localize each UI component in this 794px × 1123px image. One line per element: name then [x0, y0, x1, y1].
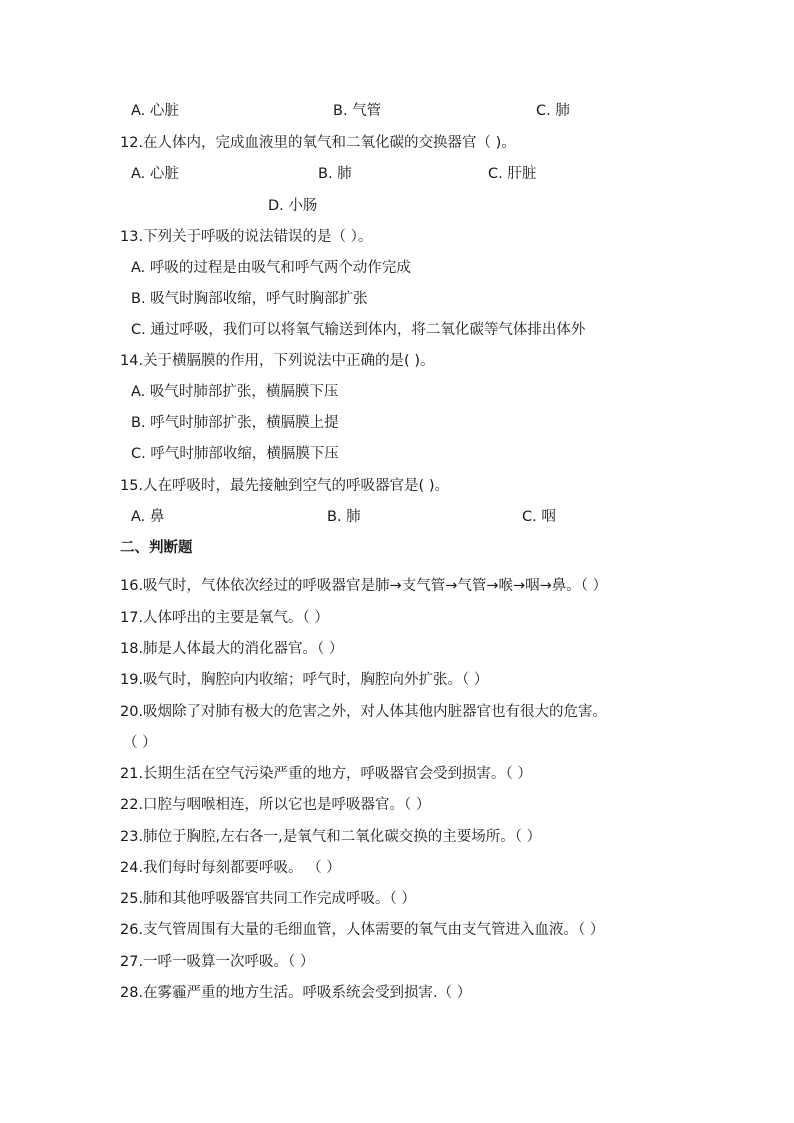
q13-option-a: A. 呼吸的过程是由吸气和呼气两个动作完成: [131, 260, 411, 276]
judgment-21: 21.长期生活在空气污染严重的地方，呼吸器官会受到损害。（ ）: [120, 766, 532, 782]
q14-option-b: B. 呼气时肺部扩张，横膈膜上提: [131, 415, 339, 431]
judgment-25: 25.肺和其他呼吸器官共同工作完成呼吸。（ ）: [120, 891, 416, 907]
q15-option-b: B. 肺: [327, 509, 361, 525]
q12-option-b: B. 肺: [318, 166, 352, 182]
q15-option-a: A. 鼻: [131, 509, 165, 525]
q15-option-c: C. 咽: [522, 509, 556, 525]
q11-option-c: C. 肺: [536, 103, 570, 119]
q12-option-a: A. 心脏: [131, 166, 179, 182]
judgment-28: 28.在雾霾严重的地方生活。呼吸系统会受到损害.（ ）: [120, 985, 472, 1001]
judgment-18: 18.肺是人体最大的消化器官。（ ）: [120, 641, 344, 657]
question-15-stem: 15.人在呼吸时，最先接触到空气的呼吸器官是( )。: [120, 478, 449, 494]
question-12-stem: 12.在人体内，完成血液里的氧气和二氧化碳的交换器官（ )。: [120, 135, 516, 151]
question-13-stem: 13.下列关于呼吸的说法错误的是（ ）。: [120, 229, 373, 245]
q13-option-c: C. 通过呼吸，我们可以将氧气输送到体内，将二氧化碳等气体排出体外: [131, 322, 586, 338]
judgment-16: 16.吸气时，气体依次经过的呼吸器官是肺→支气管→气管→喉→咽→鼻。（ ）: [120, 578, 608, 594]
question-14-stem: 14.关于横膈膜的作用，下列说法中正确的是( )。: [120, 353, 435, 369]
judgment-26: 26.支气管周围有大量的毛细血管，人体需要的氧气由支气管进入血液。（ ）: [120, 922, 605, 938]
judgment-22: 22.口腔与咽喉相连，所以它也是呼吸器官。（ ）: [120, 797, 431, 813]
judgment-27: 27.一呼一吸算一次呼吸。（ ）: [120, 954, 315, 970]
judgment-20: 20.吸烟除了对肺有极大的危害之外，对人体其他内脏器官也有很大的危害。: [120, 704, 608, 720]
judgment-23: 23.肺位于胸腔,左右各一,是氧气和二氧化碳交换的主要场所。（ ）: [120, 829, 542, 845]
q12-option-c: C. 肝脏: [488, 166, 537, 182]
q12-option-d: D. 小肠: [268, 198, 318, 214]
q14-option-c: C. 呼气时肺部收缩，横膈膜下压: [131, 446, 339, 462]
q11-option-a: A. 心脏: [131, 103, 179, 119]
q14-option-a: A. 吸气时肺部扩张，横膈膜下压: [131, 384, 339, 400]
judgment-17: 17.人体呼出的主要是氧气。（ ）: [120, 610, 329, 626]
q13-option-b: B. 吸气时胸部收缩，呼气时胸部扩张: [131, 291, 368, 307]
q11-option-b: B. 气管: [333, 103, 382, 119]
judgment-24: 24.我们每时每刻都要呼吸。 （ ）: [120, 860, 341, 876]
judgment-20-answer-blank: （ ）: [123, 735, 157, 751]
section-title-judgment: 二、判断题: [120, 540, 193, 556]
judgment-19: 19.吸气时，胸腔向内收缩；呼气时，胸腔向外扩张。（ ）: [120, 672, 489, 688]
